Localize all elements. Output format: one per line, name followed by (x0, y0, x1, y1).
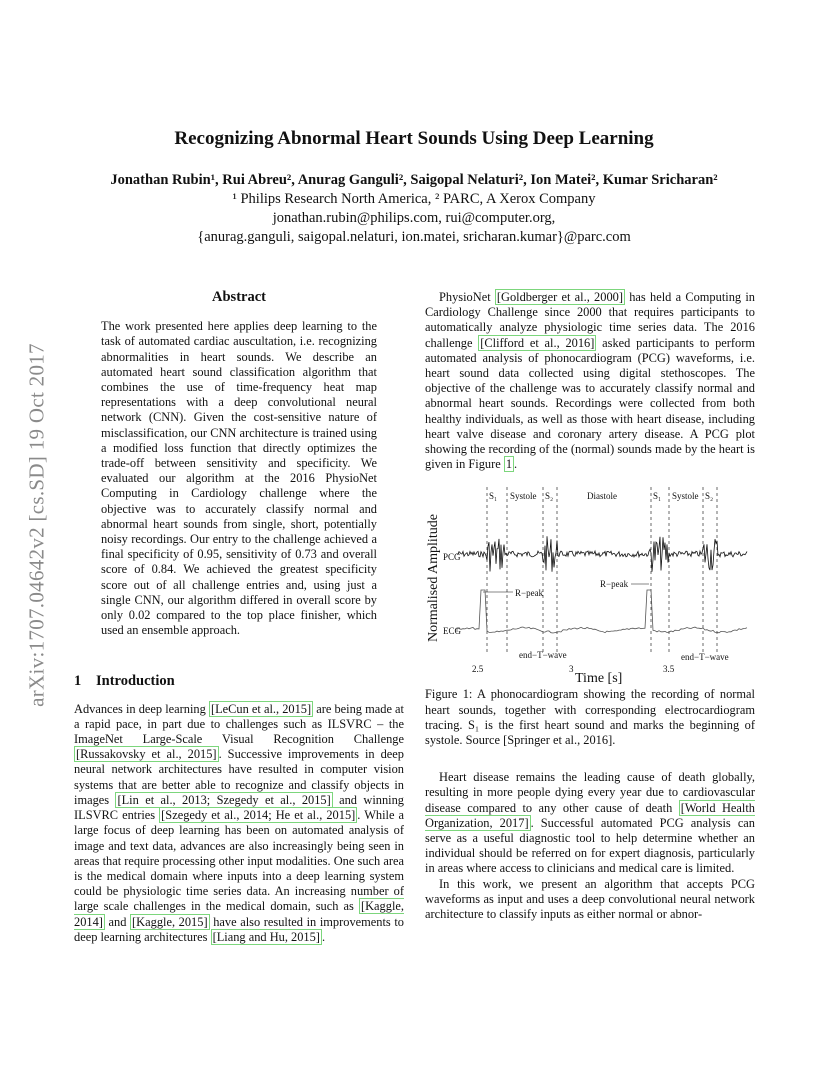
pcg-label: PCG (443, 552, 461, 563)
emails-line-2: {anurag.ganguli, saigopal.nelaturi, ion.matei, sricharan.kumar}@parc.com (197, 229, 631, 245)
end-t-wave-label: end−T−wave (519, 650, 567, 661)
ecg-waveform (457, 590, 747, 633)
abstract-body: The work presented here applies deep learning to the task of automated cardiac auscultation, i.e. recognizing abnormalities in heart sounds. We describe an automated heart sound classification algorithm that combines the use of time-frequency heat map representations with a deep convolutional neural network (CNN). Given the cost-sensitive nature of misclassification, our CNN architecture is trained using a modified loss function that directly optimizes the trade-off between sensitivity and specificity. We evaluated our algorithm at the 2016 PhysioNet Computing in Cardiology challenge where the objective was to accurately classify normal and abnormal heart sounds from single, short, potentially noisy recordings. Our entry to the challenge achieved a final specificity of 0.95, sensitivity of 0.73 and overall score of 0.84. We achieved the greatest specificity score out of all challenge entries and, using just a single CNN, our algorithm differed in overall score by only 0.02 compared to the top place finisher, which used an ensemble approach. (101, 319, 377, 638)
abstract-heading: Abstract (212, 289, 266, 305)
x-tick-label: 2.5 (472, 664, 484, 675)
citation-link[interactable]: [Kaggle, 2014] (74, 899, 404, 929)
citation-link[interactable]: [Szegedy et al., 2014; He et al., 2015] (161, 808, 356, 823)
intro-heading (74, 674, 404, 689)
r-peak-label: R−peak (515, 588, 544, 599)
s1-label: S₁ (653, 491, 662, 502)
end-t-wave-label: end−T−wave (681, 652, 729, 663)
paper-title: Recognizing Abnormal Heart Sounds Using Deep Learning (174, 128, 654, 149)
citation-link[interactable]: [World Health Organization, 2017] (425, 800, 755, 830)
citation-link[interactable]: [Liang and Hu, 2015] (212, 929, 320, 944)
paper-header (60, 128, 768, 247)
x-axis-label: Time [s] (575, 671, 623, 687)
figure-1 (425, 482, 755, 687)
s2-label: S₂ (545, 491, 554, 502)
affiliations: ¹ Philips Research North America, ² PARC, A Xerox Company (232, 191, 596, 207)
systole-label: Systole (510, 491, 537, 502)
s1-label: S₁ (489, 491, 498, 502)
diastole-label: Diastole (587, 491, 617, 502)
x-tick-label: 3 (569, 664, 574, 675)
figure-link[interactable]: 1 (505, 457, 513, 472)
citation-link[interactable]: [LeCun et al., 2015] (210, 701, 312, 716)
figure-caption: Figure 1: A phonocardiogram showing the recording of normal heart sounds, together with corresponding electrocardiogram tracing. S₁ is the first heart sound and marks the beginning of systole. Source [Springer et al., 2016]. (425, 687, 755, 748)
ecg-label: ECG (443, 626, 461, 637)
arxiv-stamp (22, 290, 52, 760)
section-title: Introduction (96, 673, 175, 690)
pcg-waveform (457, 537, 747, 572)
arxiv-identifier: arXiv:1707.04642v2 [cs.SD] 19 Oct 2017 (24, 343, 49, 707)
heart-disease-paragraph: Heart disease remains the leading cause of death globally, resulting in more people dying every year due to cardiovascular disease compared to any other cause of death [World Health Organization, 2017] . Successful automated PCG analysis can serve as a useful diagnostic tool to help determine whether an individual should be referred on for expert diagnosis, particularly in areas where access to clinicians and medical care is limited. (425, 770, 756, 876)
intro-paragraph: Advances in deep learning [LeCun et al., 2015] are being made at a rapid pace, in part due to challenges such as ILSVRC – the ImageNet Large-Scale Visual Recognition Challenge [Russakovsky et al., 2015] . Successive improvements in deep neural network architectures have resulted in computer vision systems that are better able to recognize and classify objects in images [Lin et al., 2013; Szegedy et al., 2015] and winning ILSVRC entries [Szegedy et al., 2014; He et al., 2015] . While a large focus of deep learning has been on automated analysis of image and text data, advances are also increasingly being seen in areas that require processing other input modalities. One such area is the medical domain where inputs into a deep learning system could be physiologic time series data. An increasing number of large scale challenges in the medical domain, such as [Kaggle, 2014] and [Kaggle, 2015] have also resulted in improvements to deep learning architectures [Liang and Hu, 2015] . (74, 701, 405, 944)
left-column (74, 290, 404, 945)
citation-link[interactable]: [Lin et al., 2013; Szegedy et al., 2015] (117, 792, 331, 807)
citation-link[interactable]: [Kaggle, 2015] (132, 914, 208, 929)
y-axis-label: Normalised Amplitude (426, 514, 441, 643)
this-work-paragraph: In this work, we present an algorithm that accepts PCG waveforms as input and uses a deep convolutional neural network architecture to classify inputs as either normal or abnor- (425, 876, 755, 922)
citation-link[interactable]: [Russakovsky et al., 2015] (76, 747, 217, 762)
author-list: Jonathan Rubin¹, Rui Abreu², Anurag Ganguli², Saigopal Nelaturi², Ion Matei², Kumar Sricharan² (110, 172, 718, 188)
pcg-ecg-figure (425, 482, 755, 687)
citation-link[interactable]: [Goldberger et al., 2000] (496, 290, 623, 304)
physionet-paragraph: PhysioNet [Goldberger et al., 2000] has held a Computing in Cardiology Challenge since 2000 that requires participants to automatically analyze physiologic time series data. The 2016 challenge [Clifford et al., 2016] asked participants to perform automated analysis of phonocardiogram (PCG) waveforms, i.e. heart sound data collected using digital stethoscopes. The objective of the challenge was to accurately classify normal and abnormal heart sounds. Recordings were collected from both healthy individuals, as well as those with heart disease, including heart valve disease and coronary artery disease. A PCG plot showing the recording of the (normal) sounds made by the heart is given in Figure 1 . (425, 290, 756, 472)
s2-label: S₂ (705, 491, 714, 502)
x-tick-label: 3.5 (663, 664, 675, 675)
systole-label: Systole (672, 491, 699, 502)
citation-link[interactable]: [Clifford et al., 2016] (480, 335, 595, 350)
emails-line-1: jonathan.rubin@philips.com, rui@computer.org, (272, 210, 556, 226)
r-peak-label: R−peak (600, 579, 629, 590)
right-column (425, 290, 755, 922)
section-number: 1 (74, 673, 82, 690)
